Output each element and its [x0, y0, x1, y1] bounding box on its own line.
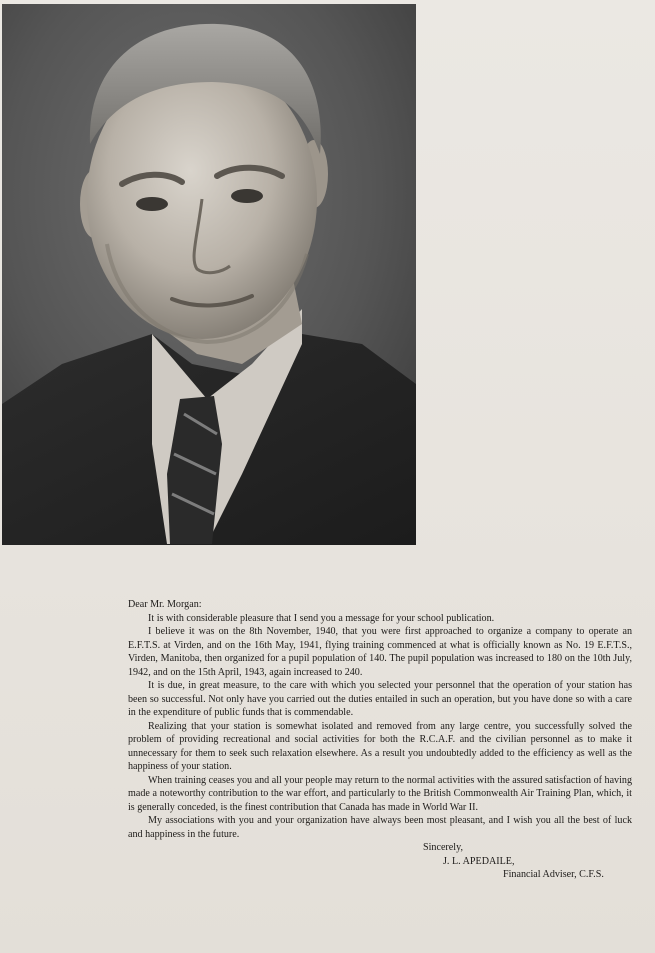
signer-title: Financial Adviser, C.F.S.: [503, 869, 604, 880]
paragraph-2: I believe it was on the 8th November, 1940, that you were first approached to organize a company to operate an E.F.T.S. at Virden, and on the 16th May, 1941, flying training commenced at what is officially known as No. 19 E.F.T.S., Virden, Manitoba, then organized for a pupil population of 140. The pupil population was increased to 180 on the 10th July, 1942, and on the 15th April, 1943, again increased to 240.: [128, 626, 632, 678]
paragraph-1: It is with considerable pleasure that I send you a message for your school publication.: [148, 612, 495, 624]
paragraph-3: It is due, in great measure, to the care with which you selected your personnel that the operation of your station has been so successful. Not only have you carried out the duties entailed in such an operation, but you have done so with a care in the expenditure of public funds that is commendable.: [128, 680, 632, 718]
paragraph-4: Realizing that your station is somewhat isolated and removed from any large centre, you successfully solved the problem of providing recreational and social activities for both the R.C.A.F. and the civilian personnel as to make it unnecessary for them to seek such relaxation elsewhere. As a result you undoubtedly added to the efficiency as well as the happiness of your station.: [128, 720, 632, 772]
portrait-icon: [2, 4, 416, 545]
letter-body: [128, 598, 632, 882]
closing-sincerely: Sincerely,: [423, 842, 463, 853]
portrait-photo: [2, 4, 416, 545]
salutation: Dear Mr. Morgan:: [128, 599, 202, 610]
paragraph-5: When training ceases you and all your people may return to the normal activities with the assured satisfaction of having made a noteworthy contribution to the war effort, and particularly to the British Commonwealth Air Training Plan, which, it is generally conceded, is the finest contribution that Canada has made in World War II.: [128, 774, 632, 813]
signer-name: J. L. APEDAILE,: [443, 855, 515, 867]
letter-closing: [128, 841, 632, 882]
paragraph-6: My associations with you and your organization have always been most pleasant, and I wish you all the best of luck and happiness in the future.: [128, 815, 632, 840]
